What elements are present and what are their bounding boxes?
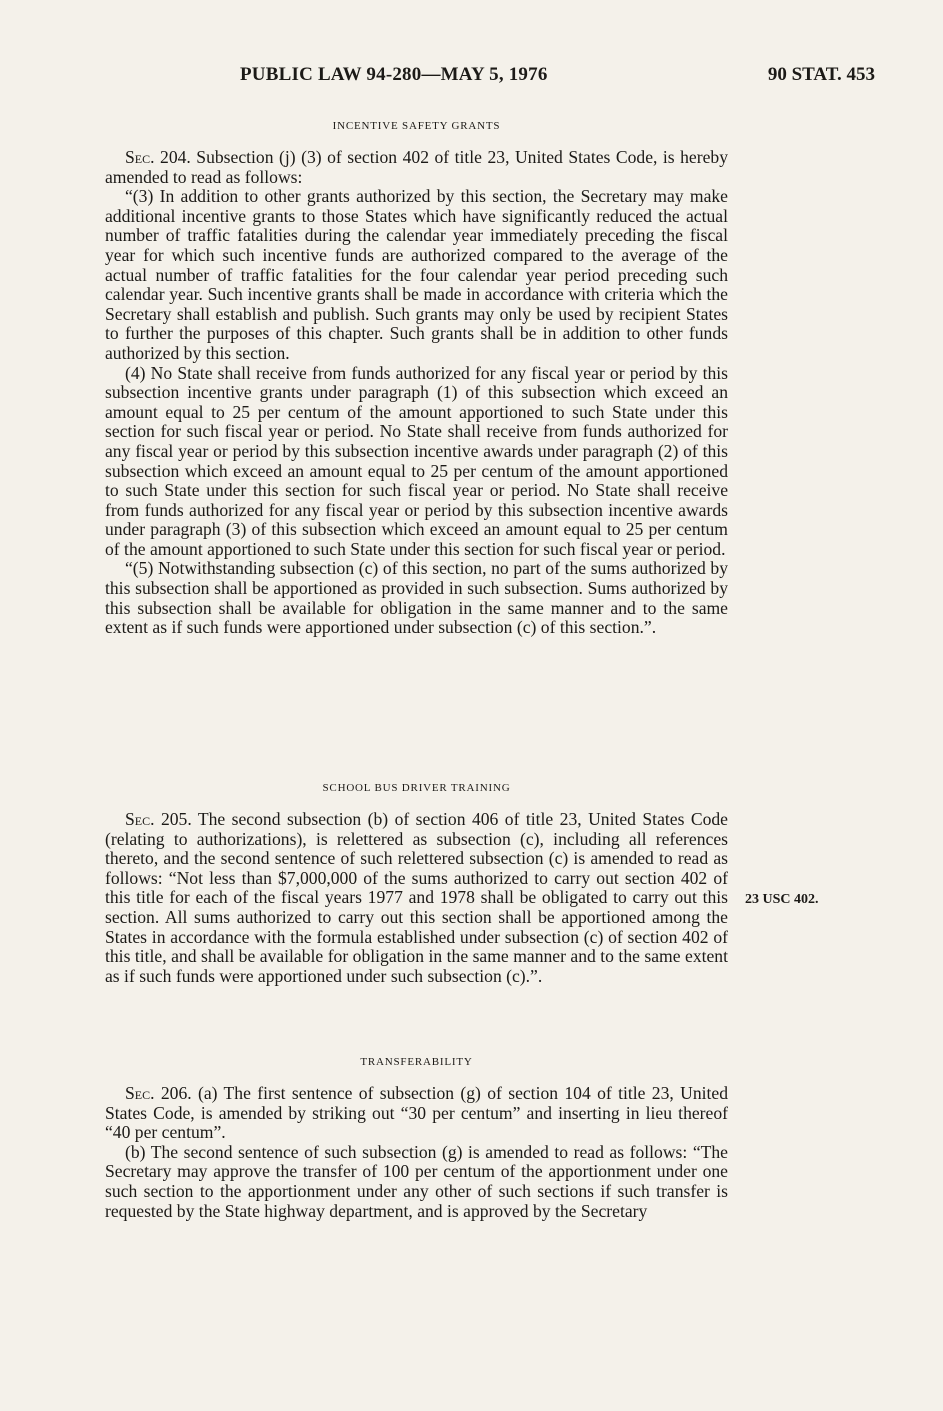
- section-paragraph: (4) No State shall receive from funds authorized for any fiscal year or period by this subsection incentive grants under paragraph (1) of this subsection which exceed an amount equal to 25 per centum of the amount apportioned to such State under this section for such fiscal year or period. No State shall receive from funds authorized for any fiscal year or period by this subsection incentive awards under paragraph (2) of this subsection which exceed an amount equal to 25 per centum of the amount apportioned to such State under this section for such fiscal year or period. No State shall receive from funds authorized for any fiscal year or period by this subsection incentive awards under paragraph (3) of this subsection which exceed an amount equal to 25 per centum of the amount apportioned to such State under this section for such fiscal year or period.: [105, 362, 728, 559]
- section-paragraph: Sec. 204. Subsection (j) (3) of section 402 of title 23, United States Code, is hereby amended to read as follows:: [105, 147, 728, 187]
- section-paragraph: Sec. 205. The second subsection (b) of section 406 of title 23, United States Code (relating to authorizations), is relettered as subsection (c), including all references thereto, and the second sentence of such relettered subsection (c) is amended to read as follows: “Not less than $7,000,000 of the sums authorized to carry out section 402 of this title for each of the fiscal years 1977 and 1978 shall be obligated to carry out this section. All sums authorized to carry out this section shall be apportioned among the States in accordance with the formula established under subsection (c) of section 402 of this title, and shall be available for obligation in the same manner and to the same extent as if such funds were apportioned under such subsection (c).”.: [105, 809, 728, 986]
- section-heading: TRANSFERABILITY: [360, 1056, 473, 1068]
- law-title: PUBLIC LAW 94-280—MAY 5, 1976: [240, 64, 548, 85]
- section-paragraph: Sec. 206. (a) The first sentence of subsection (g) of section 104 of title 23, United States Code, is amended by striking out “30 per centum” and inserting in lieu thereof “40 per centum”.: [105, 1083, 728, 1143]
- section-paragraph: “(3) In addition to other grants authorized by this section, the Secretary may make additional incentive grants to those States which have significantly reduced the actual number of traffic fatalities during the calendar year immediately preceding the fiscal year for which such incentive funds are authorized compared to the average of the actual number of traffic fatalities for the four calendar year period preceding such calendar year. Such incentive grants shall be made in accordance with criteria which the Secretary shall establish and publish. Such grants may only be used by recipient States to further the purposes of this chapter. Such grants shall be in addition to other funds authorized by this section.: [105, 186, 728, 363]
- margin-citation: 23 USC 402.: [745, 892, 819, 907]
- section-paragraph: “(5) Notwithstanding subsection (c) of this section, no part of the sums authorized by this subsection shall be apportioned as provided in such subsection. Sums authorized by this subsection shall be available for obligation in the same manner and to the same extent as if such funds were apportioned under subsection (c) of this section.”.: [105, 558, 728, 638]
- section-paragraph: (b) The second sentence of such subsection (g) is amended to read as follows: “The Secretary may approve the transfer of 100 per centum of the apportionment under one such section to the apportionment under any other of such sections if such transfer is requested by the State highway department, and is approved by the Secretary: [105, 1141, 728, 1221]
- page-header: [105, 64, 875, 94]
- statute-page-number: 90 STAT. 453: [767, 64, 875, 85]
- section-heading: INCENTIVE SAFETY GRANTS: [332, 120, 501, 132]
- section-school-bus-driver-training: [105, 780, 728, 986]
- section-incentive-safety-grants: [105, 118, 728, 638]
- section-heading: SCHOOL BUS DRIVER TRAINING: [322, 782, 511, 794]
- section-transferability: [105, 1054, 728, 1221]
